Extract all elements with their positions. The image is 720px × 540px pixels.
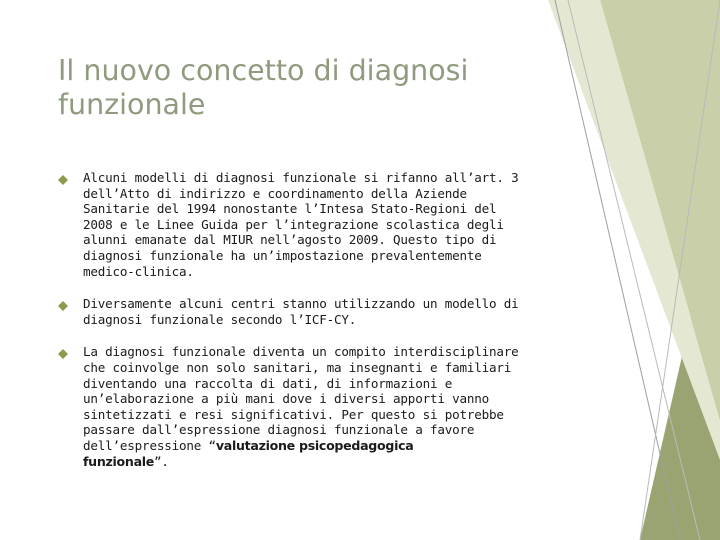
bullet-1-line-1: Alcuni modelli di diagnosi funzionale si rifanno all’art. 3 <box>83 170 519 185</box>
bullet-3-closing: ”. <box>154 453 169 469</box>
bullet-text-3 <box>83 344 556 469</box>
diamond-bullet-icon <box>58 301 68 311</box>
bullet-3-line-6: passare dall’espressione diagnosi funzionale a favore <box>83 422 475 438</box>
slide-title-line-1: Il nuovo concetto di diagnosi <box>58 54 469 87</box>
diamond-bullet-icon <box>58 175 68 185</box>
bullet-1-line-2: dell’Atto di indirizzo e coordinamento della Aziende <box>83 185 467 201</box>
slide-title <box>58 54 538 122</box>
bullet-3-line-2: che coinvolge non solo sanitari, ma insegnanti e familiari <box>83 359 512 375</box>
bullet-item-3 <box>56 344 556 469</box>
bullet-3-line-5: sintetizzati e resi significativi. Per questo si potrebbe <box>83 406 504 422</box>
bullet-3-line-3: diventando una raccolta di dati, di informazioni e <box>83 375 453 391</box>
bullet-text-2 <box>83 296 556 327</box>
bullet-1-line-6: diagnosi funzionale ha un’impostazione prevalentemente <box>83 247 482 263</box>
bullet-1-line-5: alunni emanate dal MIUR nell’agosto 2009. Questo tipo di <box>83 232 497 248</box>
bullet-2-line-2: diagnosi funzionale secondo l’ICF-CY. <box>83 311 357 327</box>
bullet-1-line-3: Sanitarie del 1994 nonostante l’Intesa Stato-Regioni del <box>83 201 497 217</box>
bullet-3-line-1: La diagnosi funzionale diventa un compito interdisciplinare <box>83 344 519 360</box>
bullet-item-1 <box>56 170 556 279</box>
bullet-1-line-7: medico-clinica. <box>83 263 194 279</box>
emphasis-text-part-2: funzionale <box>83 453 155 469</box>
bullet-3-line-7-prefix: dell’espressione “ <box>83 437 216 453</box>
bullet-3-line-7 <box>83 438 556 454</box>
bullet-text-1 <box>83 170 556 279</box>
slide-title-line-2: funzionale <box>58 88 206 121</box>
bullet-3-line-8 <box>83 454 556 470</box>
diamond-bullet-icon <box>58 349 68 359</box>
bullet-3-line-4: un’elaborazione a più mani dove i diversi apporti vanno <box>83 391 490 407</box>
bullet-1-line-4: 2008 e le Linee Guida per l’integrazione scolastica degli <box>83 216 504 232</box>
bullet-list <box>56 170 556 486</box>
bullet-item-2 <box>56 296 556 327</box>
bullet-2-line-1: Diversamente alcuni centri stanno utilizzando un modello di <box>83 296 519 312</box>
emphasis-text-part-1: valutazione psicopedagogica <box>215 437 414 453</box>
